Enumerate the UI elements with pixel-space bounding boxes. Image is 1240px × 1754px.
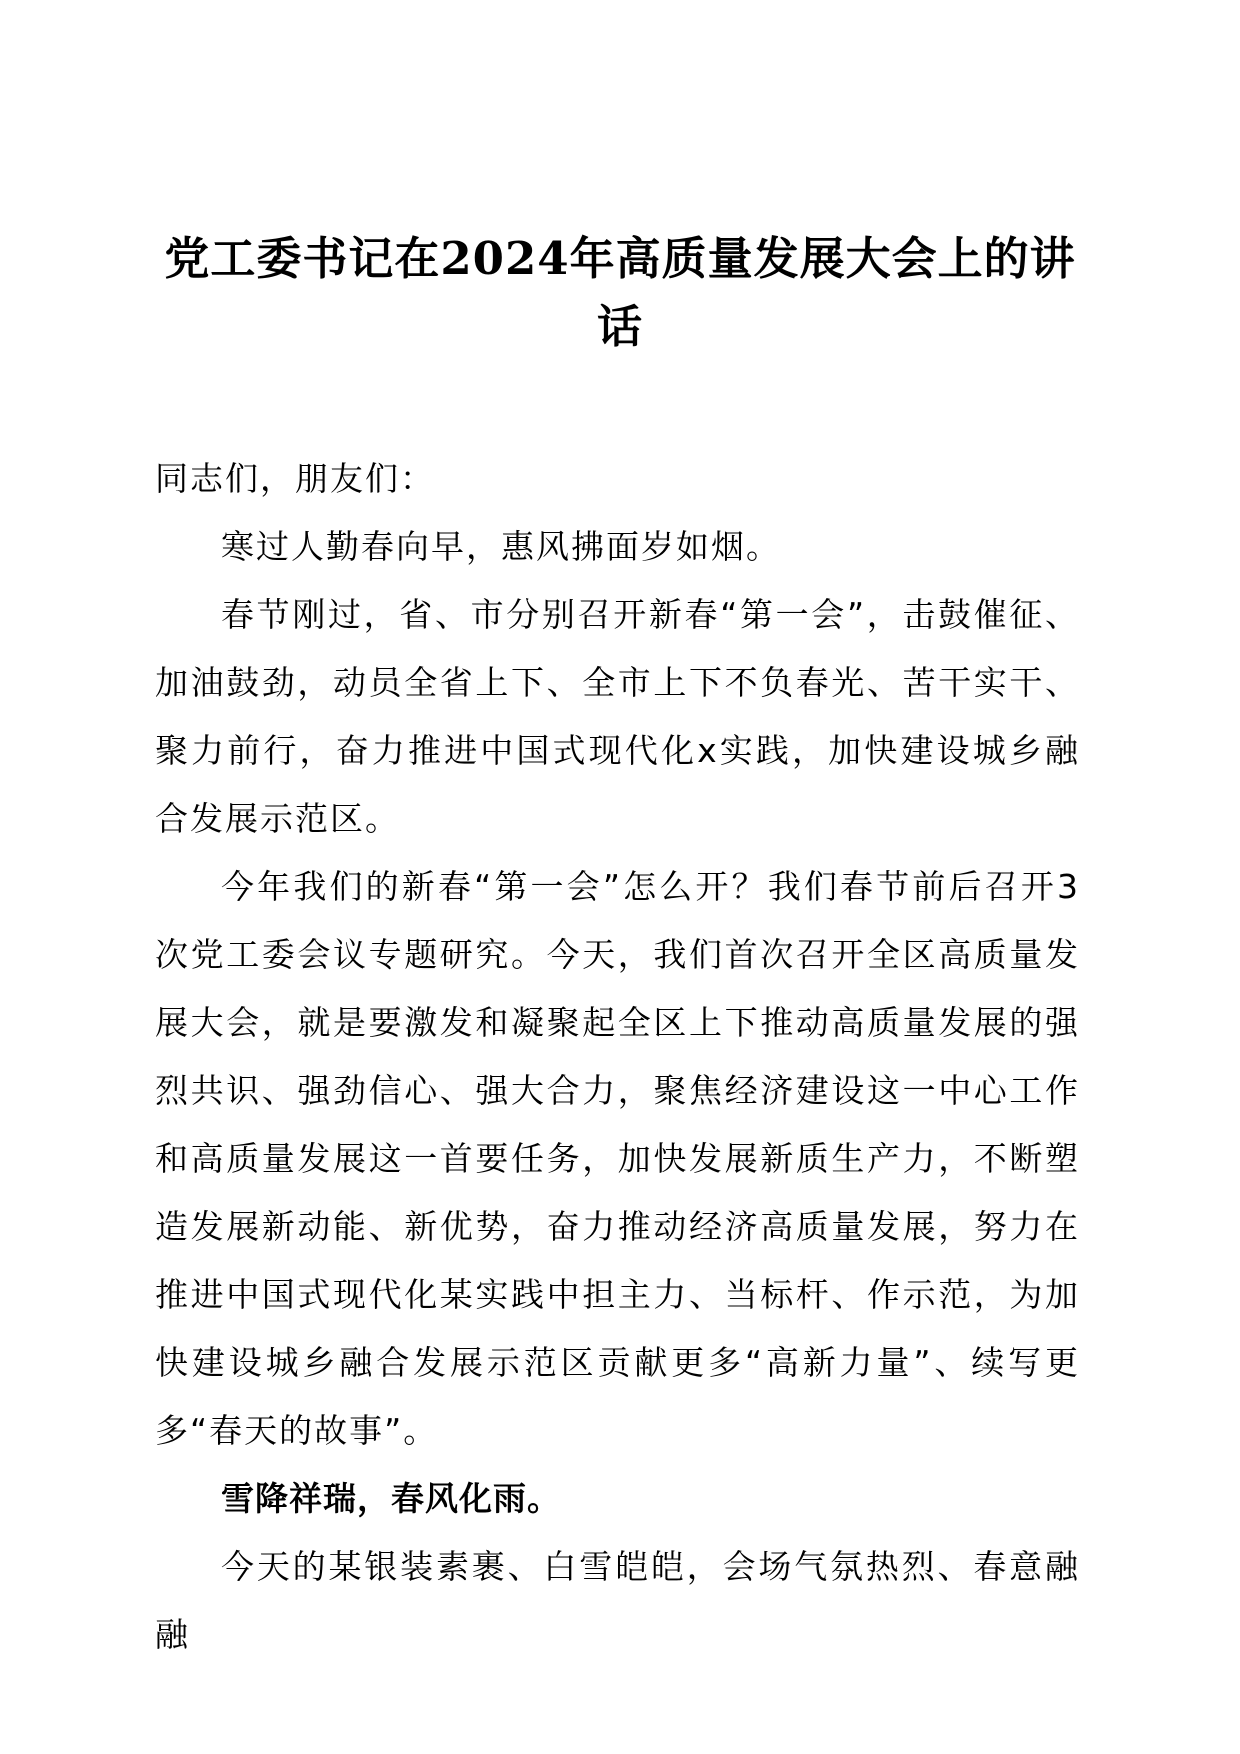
document-body bbox=[155, 445, 1080, 1669]
salutation: 同志们，朋友们： bbox=[155, 459, 435, 498]
paragraph-3: 今年我们的新春“第一会”怎么开？我们春节前后召开3次党工委会议专题研究。今天，我们首次召开全区高质量发展大会，就是要激发和凝聚起全区上下推动高质量发展的强烈共识、强劲信心、强大合力，聚焦经济建设这一中心工作和高质量发展这一首要任务，加快发展新质生产力，不断塑造发展新动能、新优势，奋力推动经济高质量发展，努力在推进中国式现代化某实践中担主力、当标杆、作示范，为加快建设城乡融合发展示范区贡献更多“高新力量”、续写更多“春天的故事”。 bbox=[155, 867, 1080, 1450]
section-heading: 雪降祥瑞，春风化雨。 bbox=[221, 1479, 561, 1518]
document-title: 党工委书记在2024年高质量发展大会上的讲话 bbox=[164, 232, 1076, 353]
paragraph-4: 今天的某银装素裹、白雪皑皑，会场气氛热烈、春意融融 bbox=[155, 1547, 1080, 1654]
paragraph-1: 寒过人勤春向早，惠风拂面岁如烟。 bbox=[221, 527, 781, 566]
paragraph-2: 春节刚过，省、市分别召开新春“第一会”，击鼓催征、加油鼓劲，动员全省上下、全市上下不负春光、苦干实干、聚力前行，奋力推进中国式现代化x实践，加快建设城乡融合发展示范区。 bbox=[155, 595, 1080, 838]
